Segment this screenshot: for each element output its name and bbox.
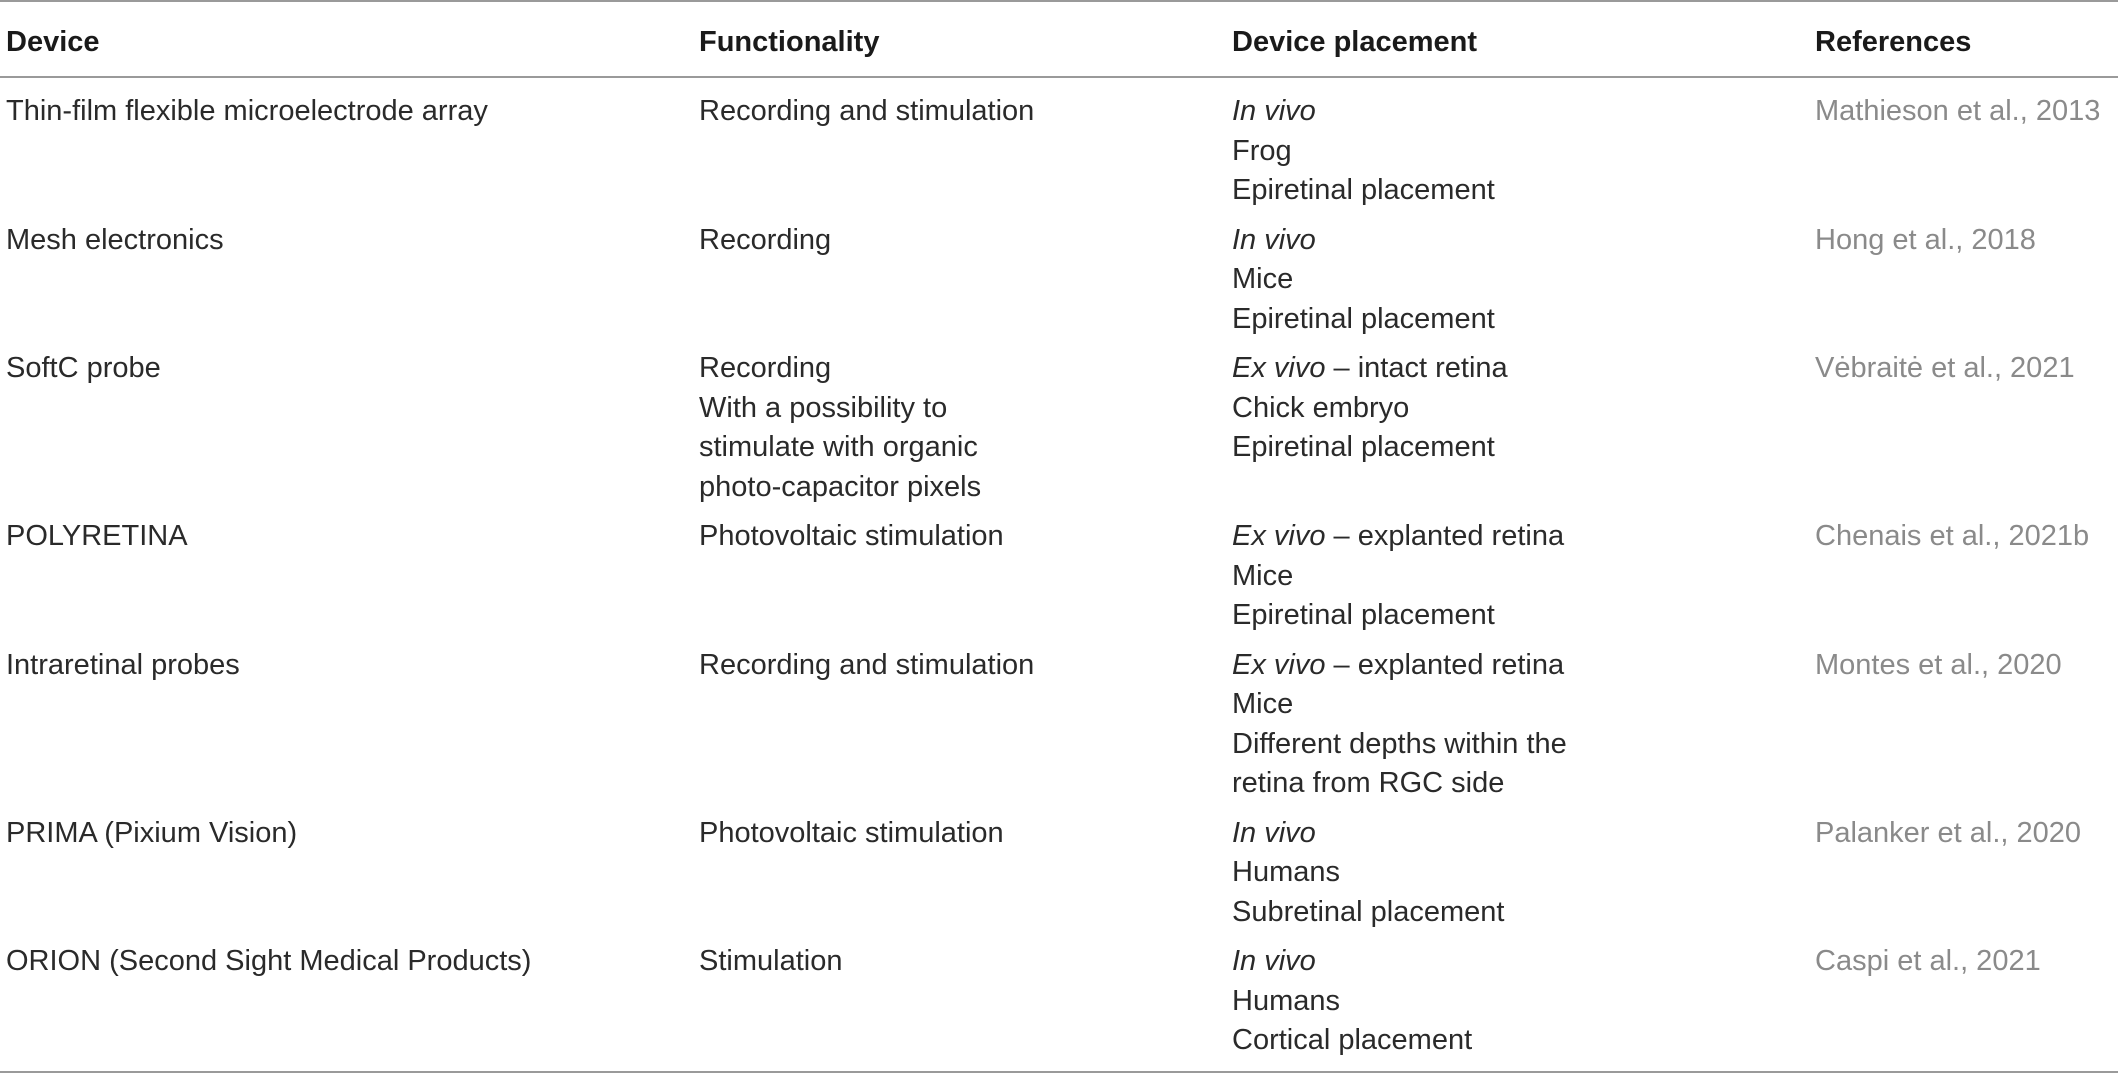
placement-detail: Frog (1232, 134, 1292, 167)
cell-device: Thin-film flexible microelectrode array (6, 95, 488, 127)
placement-condition: In vivo (1232, 816, 1316, 849)
cell-functionality (693, 339, 1226, 507)
cell-functionality (693, 211, 1226, 340)
placement-detail: Cortical placement (1232, 1024, 1473, 1056)
table-row (0, 932, 2118, 1072)
cell-device: SoftC probe (6, 352, 161, 384)
table-row (0, 804, 2118, 933)
placement-line (1232, 814, 1809, 854)
placement-detail: Epiretinal placement (1232, 431, 1495, 463)
table-row (0, 339, 2118, 507)
cell-device-placement (1226, 211, 1809, 340)
column-header-references: References (1815, 26, 1972, 58)
placement-line (1232, 982, 1809, 1022)
placement-detail: – explanted retina (1325, 648, 1565, 681)
placement-detail: Mice (1232, 263, 1294, 295)
cell-device: Mesh electronics (6, 223, 224, 256)
functionality-line: With a possibility to (699, 391, 948, 424)
cell-functionality (693, 804, 1226, 933)
placement-line (1232, 517, 1809, 557)
placement-line (1232, 853, 1809, 893)
placement-detail: Mice (1232, 688, 1294, 720)
table-row (0, 636, 2118, 804)
functionality-line: Stimulation (699, 945, 843, 977)
table-body (0, 77, 2118, 1072)
cell-functionality (693, 77, 1226, 211)
cell-device: POLYRETINA (6, 520, 188, 552)
placement-detail: Different depths within the (1232, 727, 1567, 760)
table-row (0, 77, 2118, 211)
functionality-line: Recording and stimulation (699, 648, 1035, 681)
functionality-line: stimulate with organic (699, 431, 978, 463)
placement-condition: In vivo (1232, 223, 1316, 256)
cell-functionality (693, 636, 1226, 804)
placement-line (1232, 685, 1809, 725)
placement-line (1232, 764, 1809, 804)
reference-link[interactable]: Caspi et al., 2021 (1815, 945, 2041, 977)
cell-device-placement (1226, 77, 1809, 211)
placement-line (1232, 300, 1809, 340)
placement-detail: Chick embryo (1232, 391, 1410, 424)
placement-line (1232, 1021, 1809, 1061)
functionality-line: Photovoltaic stimulation (699, 520, 1004, 552)
column-header-device: Device (6, 26, 100, 58)
placement-detail: Humans (1232, 856, 1340, 888)
cell-device-placement (1226, 636, 1809, 804)
placement-line (1232, 92, 1809, 132)
placement-line (1232, 221, 1809, 261)
placement-condition: Ex vivo (1232, 648, 1326, 681)
placement-line (1232, 646, 1809, 686)
cell-device-placement (1226, 507, 1809, 636)
placement-line (1232, 596, 1809, 636)
cell-functionality (693, 932, 1226, 1072)
placement-line (1232, 260, 1809, 300)
table-header (0, 1, 2118, 77)
placement-condition: Ex vivo (1232, 352, 1326, 384)
placement-condition: In vivo (1232, 945, 1316, 977)
functionality-line: Photovoltaic stimulation (699, 816, 1004, 849)
placement-line (1232, 893, 1809, 933)
placement-line (1232, 389, 1809, 429)
functionality-line: Recording (699, 223, 832, 256)
column-header-device-placement: Device placement (1232, 26, 1478, 58)
placement-line (1232, 725, 1809, 765)
cell-device: ORION (Second Sight Medical Products) (6, 945, 532, 977)
placement-detail: Epiretinal placement (1232, 599, 1495, 631)
placement-line (1232, 349, 1809, 389)
cell-device-placement (1226, 804, 1809, 933)
header-row (0, 1, 2118, 77)
column-header-functionality: Functionality (699, 26, 880, 58)
reference-link[interactable]: Mathieson et al., 2013 (1815, 95, 2101, 127)
reference-link[interactable]: Montes et al., 2020 (1815, 648, 2062, 681)
reference-link[interactable]: Vėbraitė et al., 2021 (1815, 352, 2075, 384)
functionality-line: Recording and stimulation (699, 95, 1035, 127)
placement-detail: – explanted retina (1325, 520, 1565, 552)
placement-condition: In vivo (1232, 95, 1316, 127)
placement-detail: Epiretinal placement (1232, 302, 1495, 335)
cell-functionality (693, 507, 1226, 636)
reference-link[interactable]: Palanker et al., 2020 (1815, 816, 2082, 849)
placement-line (1232, 428, 1809, 468)
placement-detail: Humans (1232, 984, 1340, 1017)
placement-detail: retina from RGC side (1232, 767, 1505, 799)
functionality-line: photo-capacitor pixels (699, 470, 982, 503)
placement-line (1232, 171, 1809, 211)
reference-link[interactable]: Hong et al., 2018 (1815, 223, 2036, 256)
table-row (0, 507, 2118, 636)
placement-condition: Ex vivo (1232, 520, 1326, 552)
placement-detail: – intact retina (1325, 352, 1508, 384)
reference-link[interactable]: Chenais et al., 2021b (1815, 520, 2090, 552)
cell-device: PRIMA (Pixium Vision) (6, 816, 298, 849)
cell-device: Intraretinal probes (6, 648, 240, 681)
placement-line (1232, 557, 1809, 597)
placement-line (1232, 942, 1809, 982)
table-row (0, 211, 2118, 340)
cell-device-placement (1226, 339, 1809, 507)
cell-device-placement (1226, 932, 1809, 1072)
placement-line (1232, 132, 1809, 172)
placement-detail: Subretinal placement (1232, 895, 1505, 928)
functionality-line: Recording (699, 352, 832, 384)
placement-detail: Mice (1232, 559, 1294, 592)
placement-detail: Epiretinal placement (1232, 174, 1495, 206)
